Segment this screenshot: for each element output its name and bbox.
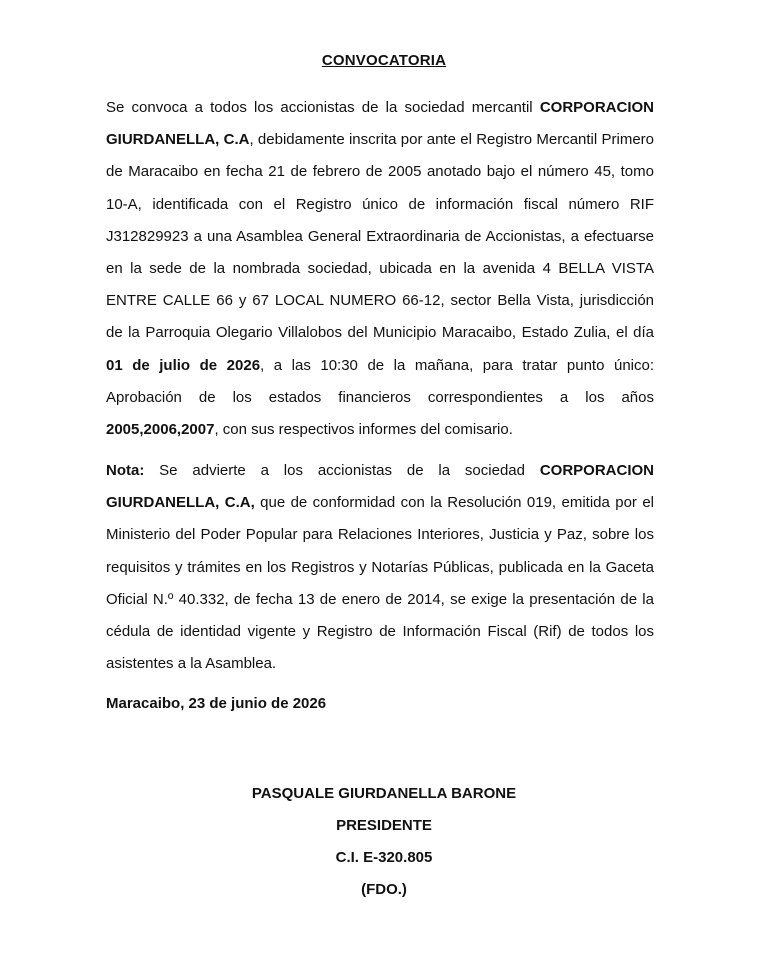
paragraph-text: Se convoca a todos los accionistas de la sociedad mercantil	[106, 99, 540, 116]
note-label: Nota:	[106, 462, 145, 479]
meeting-date: 01 de julio de 2026	[106, 356, 261, 374]
paragraph-text: , con sus respectivos informes del comisario.	[214, 421, 513, 439]
company-name: CORPORACION GIURDANELLA, C.A,	[106, 462, 654, 512]
convocation-paragraph	[106, 92, 654, 446]
company-name: CORPORACION GIURDANELLA, C.A	[106, 99, 654, 149]
signed-mark: (FDO.)	[361, 881, 407, 898]
paragraph-text: que de conformidad con la Resolución 019, emitida por el Ministerio del Poder Popular para Relaciones Interiores, Justicia y Paz, sobre los requisitos y trámites en los Registros y Notarías Públicas, publicada en la Gaceta Oficial N.º 40.332, de fecha 13 de enero de 2014, se exige la presentación de la cédula de identidad vigente y Registro de Información Fiscal (Rif) de todos los asistentes a la Asamblea.	[106, 494, 654, 673]
place-date: Maracaibo, 23 de junio de 2026	[106, 695, 327, 712]
signatory-name: PASQUALE GIURDANELLA BARONE	[251, 785, 517, 802]
paragraph-text: , debidamente inscrita por ante el Registro Mercantil Primero de Maracaibo en fecha 21 de febrero de 2005 anotado bajo el número 45, tomo 10-A, identificada con el Registro único de información fiscal número RIF J312829923 a una Asamblea General Extraordinaria de Accionistas, a efectuarse en la sede de la nombrada sociedad, ubicada en la avenida 4 BELLA VISTA ENTRE CALLE 66 y 67 LOCAL NUMERO 66-12, sector Bella Vista, jurisdicción de la Parroquia Olegario Villalobos del Municipio Maracaibo, Estado Zulia, el día	[106, 131, 655, 342]
signatory-id: C.I. E-320.805	[335, 849, 433, 866]
fiscal-years: 2005,2006,2007	[106, 421, 215, 439]
paragraph-text: , a las 10:30 de la mañana, para tratar punto único: Aprobación de los estados financieros correspondientes a los años	[106, 356, 655, 406]
paragraph-text: Se advierte a los accionistas de la sociedad	[144, 462, 540, 479]
document-title: CONVOCATORIA	[321, 52, 447, 69]
note-paragraph	[106, 455, 654, 680]
signatory-role: PRESIDENTE	[336, 817, 432, 834]
